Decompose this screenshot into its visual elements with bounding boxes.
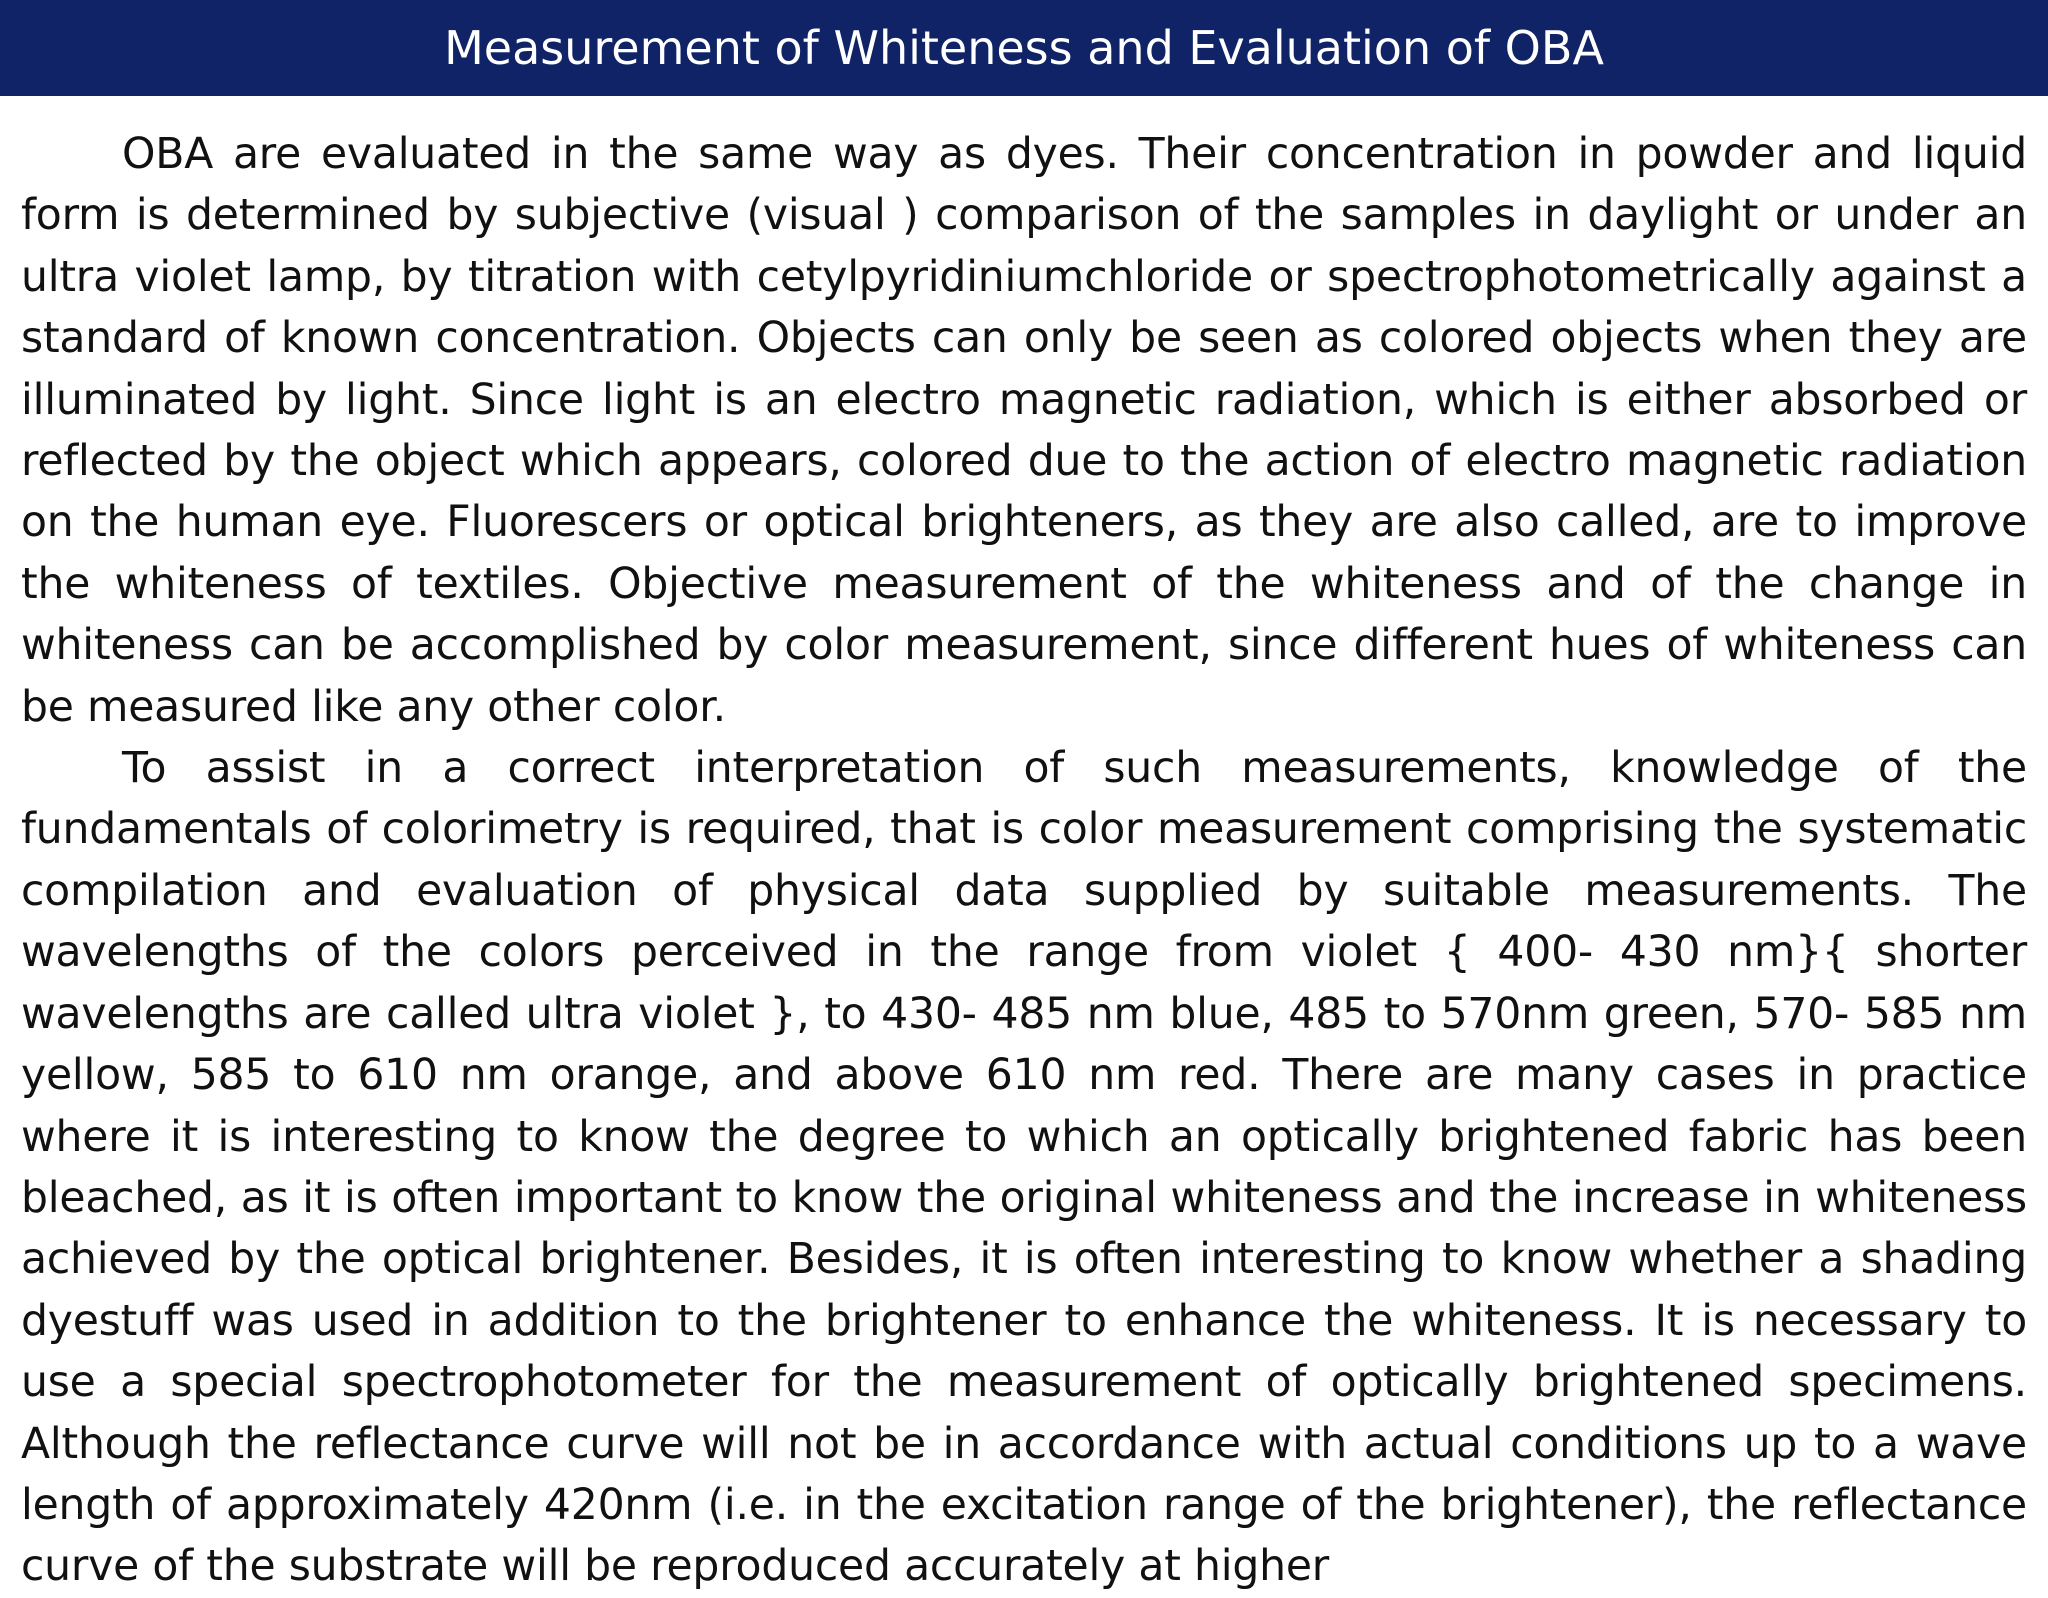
slide-body xyxy=(21,124,2027,1592)
slide-title: Measurement of Whiteness and Evaluation of OBA xyxy=(444,21,1604,75)
body-paragraph-2: To assist in a correct interpretation of such measurements, knowledge of the fundamentals of colorimetry is required, that is color measurement comprising the systematic compilation and evaluation of physical data supplied by suitable measurements. The wavelengths of the colors perceived in the range from violet { 400- 430 nm}{ shorter wavelengths are called ultra violet }, to 430- 485 nm blue, 485 to 570nm green, 570- 585 nm yellow, 585 to 610 nm orange, and above 610 nm red. There are many cases in practice where it is interesting to know the degree to which an optically brightened fabric has been bleached, as it is often important to know the original whiteness and the increase in whiteness achieved by the optical brightener. Besides, it is often interesting to know whether a shading dyestuff was used in addition to the brightener to enhance the whiteness. It is necessary to use a special spectrophotometer for the measurement of optically brightened specimens. Although the reflectance curve will not be in accordance with actual conditions up to a wave length of approximately 420nm (i.e. in the excitation range of the brightener), the reflectance curve of the substrate will be reproduced accurately at higher xyxy=(21,744,2027,1592)
title-bar xyxy=(0,0,2048,96)
body-paragraph-1: OBA are evaluated in the same way as dyes. Their concentration in powder and liquid form is determined by subjective (visual ) comparison of the samples in daylight or under an ultra violet lamp, by titration with cetylpyridiniumchloride or spectrophotometrically against a standard of known concentration. Objects can only be seen as colored objects when they are illuminated by light. Since light is an electro magnetic radiation, which is either absorbed or reflected by the object which appears, colored due to the action of electro magnetic radiation on the human eye. Fluorescers or optical brighteners, as they are also called, are to improve the whiteness of textiles. Objective measurement of the whiteness and of the change in whiteness can be accomplished by color measurement, since different hues of whiteness can be measured like any other color. xyxy=(21,130,2027,732)
